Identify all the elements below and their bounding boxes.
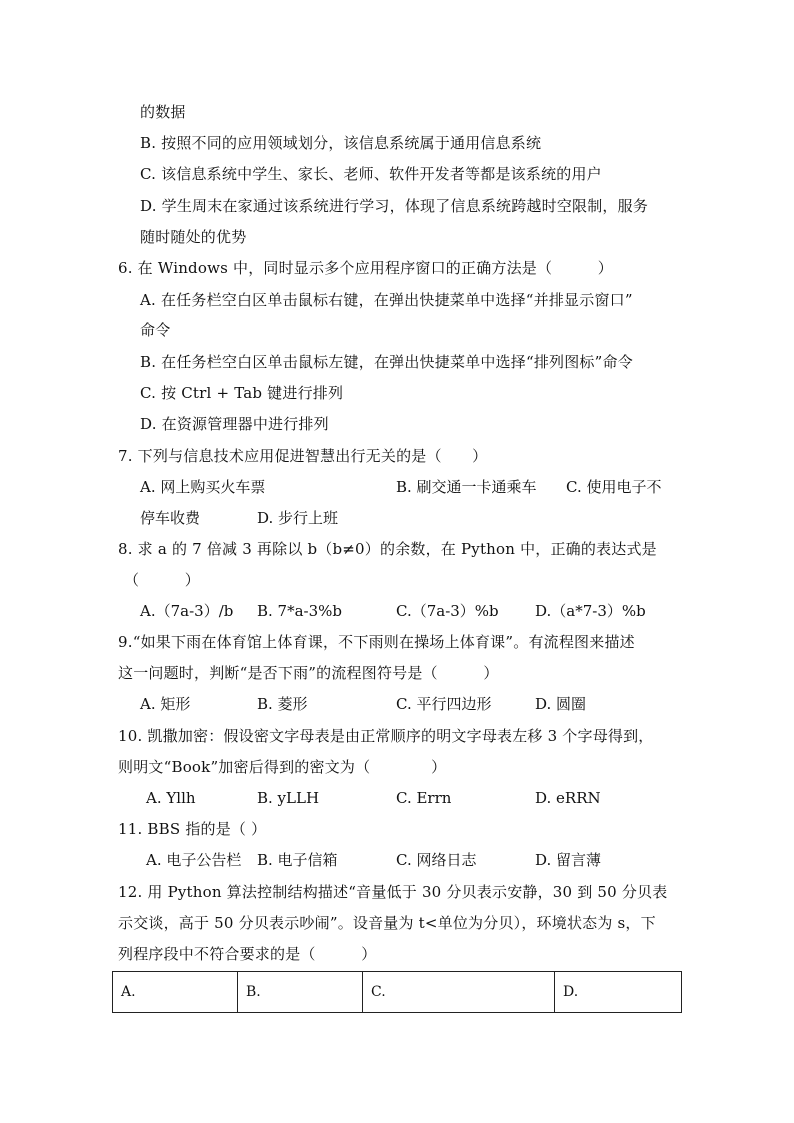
q7-option-c-cont: 停车收费 — [140, 509, 201, 527]
q7-option-a: A. 网上购买火车票 — [140, 478, 266, 496]
q10-option-c: C. Errn — [396, 789, 452, 807]
q5-option-d-line2: 随时随处的优势 — [140, 228, 247, 246]
q10-option-d: D. eRRN — [535, 789, 601, 807]
q9-stem-line2: 这一问题时，判断“是否下雨”的流程图符号是（ ） — [118, 664, 499, 682]
q10-option-a: A. Yllh — [146, 789, 196, 807]
q11-option-d: D. 留言薄 — [535, 851, 602, 869]
q9-option-b: B. 菱形 — [257, 695, 308, 713]
q6-option-a-line2: 命令 — [140, 321, 171, 339]
q11-options-row — [146, 850, 706, 870]
q9-option-d: D. 圆圈 — [535, 695, 587, 713]
q6-option-c: C. 按 Ctrl + Tab 键进行排列 — [140, 384, 344, 402]
q12-stem-line2: 示交谈，高于 50 分贝表示吵闹”。设音量为 t<单位为分贝），环境状态为 s，下 — [118, 914, 656, 932]
q11-option-a: A. 电子公告栏 — [146, 851, 242, 869]
q8-option-d: D.（a*7-3）%b — [535, 602, 646, 620]
q8-option-b: B. 7*a-3%b — [257, 602, 343, 620]
q12-answer-table — [112, 971, 682, 1013]
q10-option-b: B. yLLH — [257, 789, 320, 807]
q9-options-row — [140, 694, 700, 714]
q7-option-c: C. 使用电子不 — [566, 478, 662, 496]
q11-option-b: B. 电子信箱 — [257, 851, 338, 869]
q8-options-row — [140, 601, 700, 621]
q8-option-c: C.（7a-3）%b — [396, 602, 499, 620]
q5-option-b: B. 按照不同的应用领域划分，该信息系统属于通用信息系统 — [140, 134, 542, 152]
q6-stem: 6. 在 Windows 中，同时显示多个应用程序窗口的正确方法是（ ） — [118, 259, 614, 277]
answer-cell-b: B. — [238, 972, 363, 1013]
q8-stem: 8. 求 a 的 7 倍减 3 再除以 b（b≠0）的余数，在 Python 中，正确的表达式是 — [118, 540, 657, 558]
q9-option-c: C. 平行四边形 — [396, 695, 492, 713]
answer-cell-d: D. — [555, 972, 682, 1013]
q5-option-c: C. 该信息系统中学生、家长、老师、软件开发者等都是该系统的用户 — [140, 165, 602, 183]
q12-stem-line3: 列程序段中不符合要求的是（ ） — [118, 945, 377, 963]
q11-option-c: C. 网络日志 — [396, 851, 477, 869]
q6-option-b: B. 在任务栏空白区单击鼠标左键，在弹出快捷菜单中选择“排列图标”命令 — [140, 353, 633, 371]
q7-options-row1 — [140, 477, 700, 497]
q8-option-a: A.（7a-3）/b — [140, 602, 234, 620]
q10-stem-line1: 10. 凯撒加密：假设密文字母表是由正常顺序的明文字母表左移 3 个字母得到， — [118, 727, 654, 745]
answer-cell-a: A. — [113, 972, 238, 1013]
q7-option-d: D. 步行上班 — [257, 509, 339, 527]
q9-stem-line1: 9.“如果下雨在体育馆上体育课，不下雨则在操场上体育课”。有流程图来描述 — [118, 633, 635, 651]
table-row — [113, 972, 682, 1013]
q5-continuation: 的数据 — [140, 103, 186, 121]
q10-options-row — [146, 788, 706, 808]
q7-options-row2 — [140, 508, 700, 528]
q6-option-d: D. 在资源管理器中进行排列 — [140, 415, 329, 433]
q12-stem-line1: 12. 用 Python 算法控制结构描述“音量低于 30 分贝表示安静，30 到 50 分贝表 — [118, 883, 668, 901]
q6-option-a-line1: A. 在任务栏空白区单击鼠标右键，在弹出快捷菜单中选择“并排显示窗口” — [140, 291, 633, 309]
q5-option-d-line1: D. 学生周末在家通过该系统进行学习，体现了信息系统跨越时空限制，服务 — [140, 197, 649, 215]
q11-stem: 11. BBS 指的是（ ） — [118, 820, 267, 838]
q8-answer-paren: （ ） — [124, 571, 201, 589]
answer-cell-c: C. — [363, 972, 555, 1013]
q10-stem-line2: 则明文“Book”加密后得到的密文为（ ） — [118, 758, 447, 776]
q9-option-a: A. 矩形 — [140, 695, 191, 713]
q7-stem: 7. 下列与信息技术应用促进智慧出行无关的是（ ） — [118, 447, 488, 465]
q7-option-b: B. 刷交通一卡通乘车 — [396, 478, 537, 496]
